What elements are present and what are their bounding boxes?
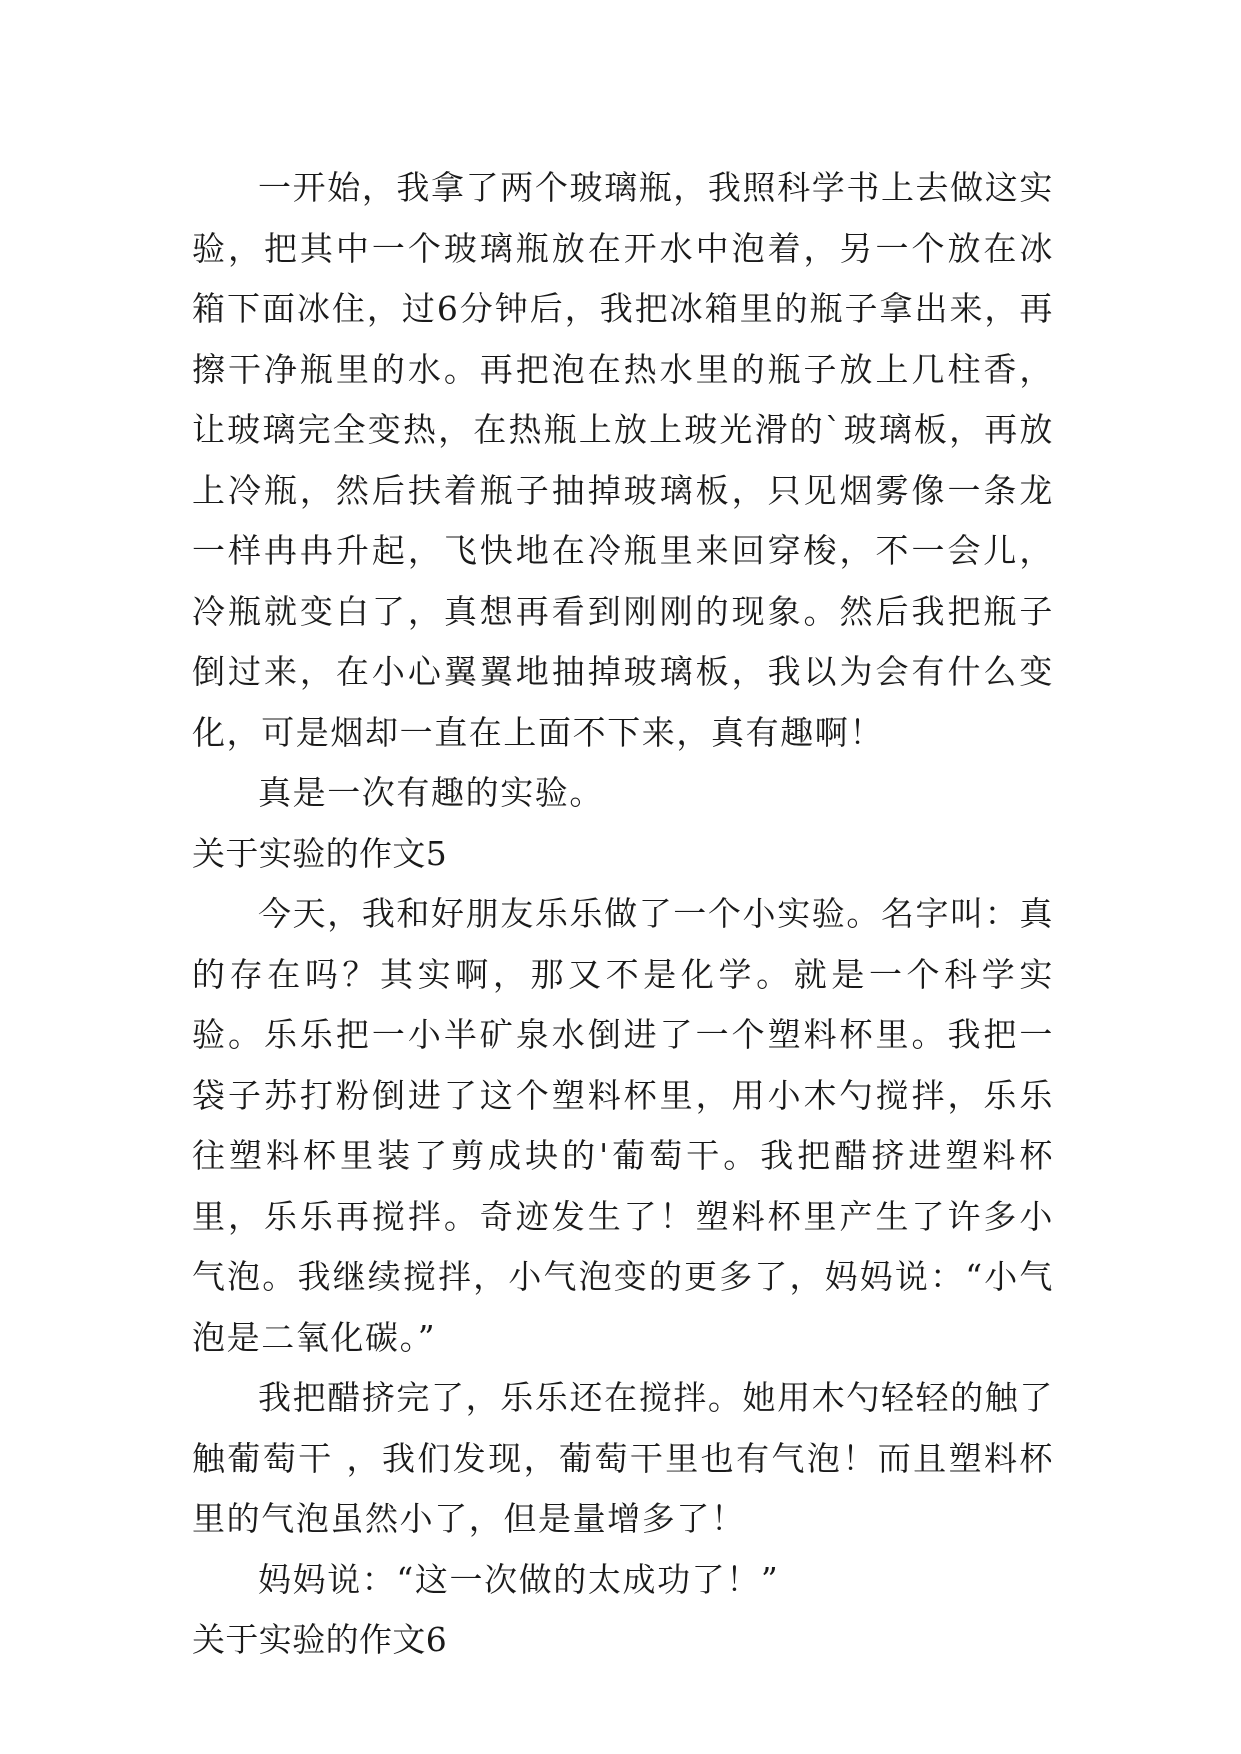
paragraph-bubbles: 我把醋挤完了，乐乐还在搅拌。她用木勺轻轻的触了触葡萄干 ，我们发现，葡萄干里也有气泡！而且塑料杯里的气泡虽然小了，但是量增多了！ bbox=[192, 1378, 1054, 1538]
paragraph-mom-quote: 妈妈说：“这一次做的太成功了！” bbox=[258, 1559, 780, 1599]
paragraph-experiment-bottles: 一开始，我拿了两个玻璃瓶，我照科学书上去做这实验，把其中一个玻璃瓶放在开水中泡着，另一个放在冰箱下面冰住，过6分钟后，我把冰箱里的瓶子拿出来，再擦干净瓶里的水。再把泡在热水里的瓶子放上几柱香，让玻璃完全变热，在热瓶上放上玻光滑的`玻璃板，再放上冷瓶，然后扶着瓶子抽掉玻璃板，只见烟雾像一条龙一样冉冉升起，飞快地在冷瓶里来回穿梭，不一会儿，冷瓶就变白了，真想再看到刚刚的现象。然后我把瓶子倒过来，在小心翼翼地抽掉玻璃板，我以为会有什么变化，可是烟却一直在上面不下来，真有趣啊！ bbox=[192, 168, 1054, 752]
paragraph-conclusion-4: 真是一次有趣的实验。 bbox=[258, 773, 604, 812]
section-heading-6: 关于实验的作文6 bbox=[192, 1620, 448, 1659]
document-page bbox=[192, 158, 1054, 1671]
paragraph-experiment-raisins: 今天，我和好朋友乐乐做了一个小实验。名字叫：真的存在吗？其实啊，那又不是化学。就是一个科学实验。乐乐把一小半矿泉水倒进了一个塑料杯里。我把一袋子苏打粉倒进了这个塑料杯里，用小木勺搅拌，乐乐往塑料杯里装了剪成块的'葡萄干。我把醋挤进塑料杯里，乐乐再搅拌。奇迹发生了！塑料杯里产生了许多小气泡。我继续搅拌，小气泡变的更多了，妈妈说：“小气泡是二氧化碳。” bbox=[192, 894, 1054, 1357]
section-heading-5: 关于实验的作文5 bbox=[192, 833, 448, 873]
